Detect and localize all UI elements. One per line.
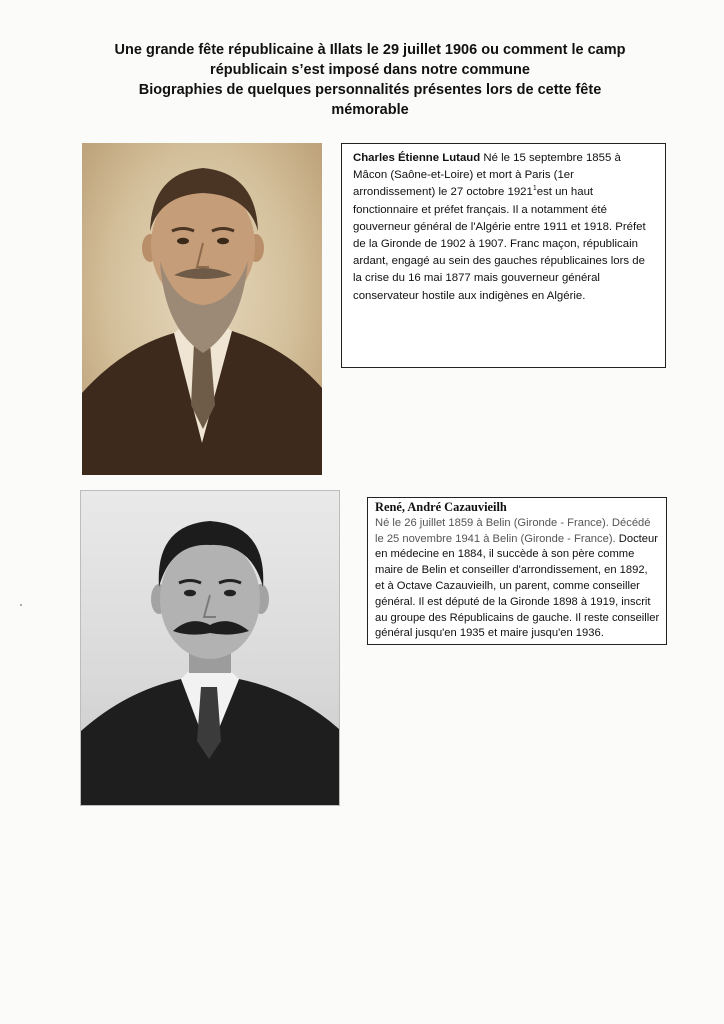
bio-text-cazauvieilh: Docteur en médecine en 1884, il succède à son père comme maire de Belin et conseiller d'arrondissement, en 1892, et à Octave Cazauvieilh, un parent, comme conseiller général. Il est député de la Gironde 1898 à 1919, inscrit au groupe des Républicains de gauche. Il reste conseiller général jusqu'en 1935 et maire jusqu'en 1936.: [375, 532, 660, 640]
portrait-lutaud: [82, 143, 322, 475]
scan-speck: [20, 604, 22, 606]
footnote-marker: 1: [532, 185, 537, 193]
title-line-4: mémorable: [331, 102, 409, 118]
bio-text-lutaud-part2: est un haut fonctionnaire et préfet français. Il a notamment été gouverneur général de l'Algérie entre 1911 et 1918. Préfet de la Gironde de 1902 à 1907. Franc maçon, républicain ardant, engagé au sein des gauches républicaines lors de la crise du 16 mai 1877 mais gouverneur général conservateur hostile aux indigènes en Algérie.: [353, 186, 646, 302]
bio-box-cazauvieilh: [367, 497, 667, 645]
bio-name-cazauvieilh: René, André Cazauvieilh: [375, 500, 507, 514]
portrait-cazauvieilh: [80, 490, 340, 806]
bio-name-lutaud: Charles Étienne Lutaud: [353, 152, 481, 164]
title-line-2: républicain s’est imposé dans notre commune: [210, 62, 530, 78]
bio-death-cazauvieilh: Décédé le 25 novembre 1941 à Belin (Gironde - France).: [375, 516, 651, 545]
title-line-3: Biographies de quelques personnalités présentes lors de cette fête: [138, 82, 602, 98]
bio-birth-cazauvieilh: Né le 26 juillet 1859 à Belin (Gironde - France).: [375, 516, 609, 529]
bio-text-lutaud-part1: Né le 15 septembre 1855 à Mâcon (Saône-et-Loire) et mort à Paris (1er arrondissement) le 27 octobre 1921: [353, 152, 621, 199]
title-line-1: Une grande fête républicaine à Illats le 29 juillet 1906 ou comment le camp: [114, 42, 626, 58]
bio-box-lutaud: [341, 143, 666, 368]
page-title: [60, 40, 680, 120]
